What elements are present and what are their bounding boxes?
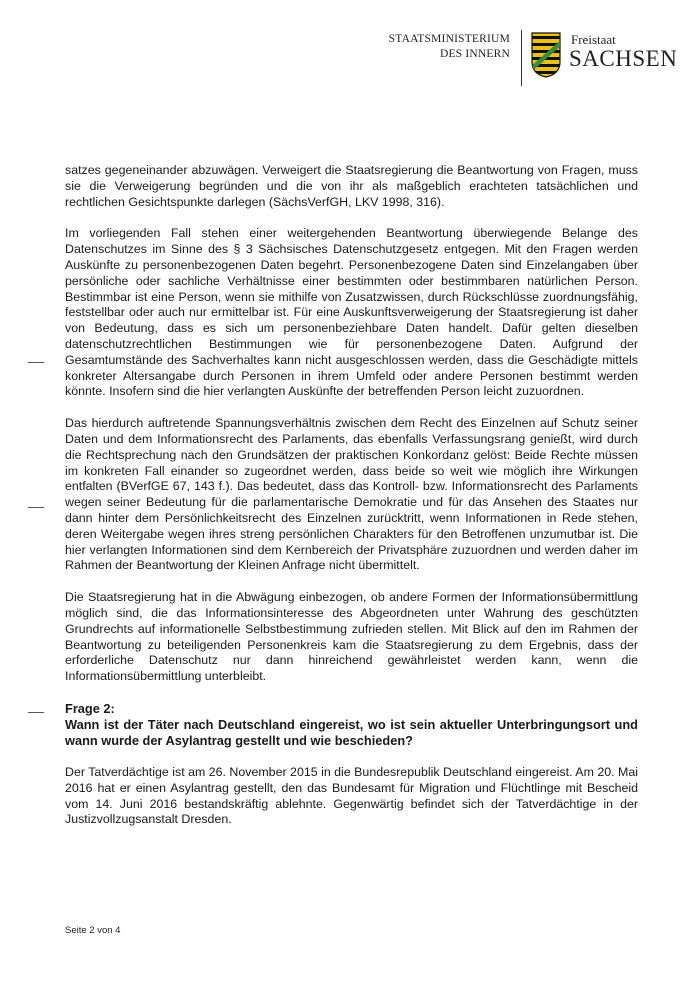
header-divider: [521, 30, 522, 86]
answer-paragraph: Der Tatverdächtige ist am 26. November 2015 in die Bundesrepublik Deutschland eingereist. Am 20. Mai 2016 hat er einen Asylantrag gestellt, den das Bundesamt für Migration und Flüchtlinge mit Bescheid vom 14. Juni 2016 bestandskräftig ablehnte. Gegenwärtig befindet sich der Tatverdächtige in der Justizvollzugsanstalt Dresden.: [65, 764, 638, 827]
ministry-line-1: STAATSMINISTERIUM: [388, 33, 510, 45]
paragraph-3: Das hierdurch auftretende Spannungsverhältnis zwischen dem Recht des Einzelnen auf Schutz seiner Daten und dem Informationsrecht des Parlaments, das ebenfalls Verfassungsrang genießt, wird durch die Rechtsprechung nach den Grundsätzen der praktischen Konkordanz gelöst: Beide Rechte müssen im konkreten Fall einander so zugeordnet werden, dass beide so weit wie möglich ihre Wirkungen entfalten (BVerfGE 67, 143 f.). Das bedeutet, dass das Kontroll- bzw. Informationsrecht des Parlaments wegen seiner Bedeutung für die parlamentarische Demokratie und für das Ansehen des Staates nur dann hinter dem Persönlichkeitsrecht des Einzelnen zurücktritt, wenn Informationen in Rede stehen, deren Weitergabe wegen ihres streng persönlichen Charakters für den Betroffenen unzumutbar ist. Die hier verlangten Informationen sind dem Kernbereich der Privatsphäre zuzuordnen und werden daher im Rahmen der Beantwortung der Kleinen Anfrage nicht übermittelt.: [65, 416, 638, 573]
paragraph-4: Die Staatsregierung hat in die Abwägung einbezogen, ob andere Formen der Informationsübermittlung möglich sind, die das Informationsinteresse des Abgeordneten unter Wahrung des geschützten Grundrechts auf informationelle Selbstbestimmung zufrieden stellen. Mit Blick auf den im Rahmen der Beantwortung zu beteiligenden Personenkreis kam die Staatsregierung zu dem Ergebnis, dass der erforderliche Datenschutz nur dann hinreichend gewährleistet werden kann, wenn die Informationsübermittlung unterbleibt.: [65, 590, 638, 684]
state-label-small: Freistaat: [571, 32, 616, 47]
saxony-crest-icon: [531, 32, 561, 78]
fold-mark-1: [28, 362, 44, 363]
letterhead: [0, 18, 700, 88]
ministry-name: [389, 32, 510, 62]
letter-body: [65, 163, 638, 844]
paragraph-1: satzes gegeneinander abzuwägen. Verweigert die Staatsregierung die Beantwortung von Fragen, muss sie die Verweigerung begründen und die von ihr als maßgeblich erachteten tatsächlichen und rechtlichen Gesichtspunkte darlegen (SächsVerfGH, LKV 1998, 316).: [65, 163, 638, 209]
fold-mark-2: [28, 507, 44, 508]
fold-mark-3: [28, 712, 44, 713]
paragraph-2: Im vorliegenden Fall stehen einer weitergehenden Beantwortung überwiegende Belange des Datenschutzes im Sinne des § 3 Sächsisches Datenschutzgesetz entgegen. Mit den Fragen werden Auskünfte zu personenbezogenen Daten begehrt. Personenbezogene Daten sind Einzelangaben über persönliche oder sachliche Verhältnisse einer bestimmten oder bestimmbaren natürlichen Person. Bestimmbar ist eine Person, wenn sie mithilfe von Zusatzwissen, durch Rückschlüsse zuordnungsfähig, feststellbar oder auch nur ermittelbar ist. Für eine Auskunftsverweigerung der Staatsregierung ist daher von Bedeutung, dass es sich um personenbeziehbare Daten handelt. Dafür gelten dieselben datenschutzrechtlichen Bestimmungen wie für personenbezogene Daten. Aufgrund der Gesamtumstände des Sachverhaltes kann nicht ausgeschlossen werden, dass die Geschädigte mittels konkreter Altersangabe durch Personen in ihrem Umfeld oder andere Personen bestimmt werden könnte. Insofern sind die hier verlangten Auskünfte der betreffenden Person leicht zuzuordnen.: [65, 226, 638, 399]
question-text: Wann ist der Täter nach Deutschland eingereist, wo ist sein aktueller Unterbringungsort und wann wurde der Asylantrag gestellt und wie beschieden?: [65, 716, 638, 748]
question-label: Frage 2:: [65, 700, 115, 716]
page-number: Seite 2 von 4: [65, 925, 121, 936]
state-label-large: SACHSEN: [569, 46, 678, 71]
ministry-line-2: DES INNERN: [439, 48, 510, 60]
question-block: [65, 701, 638, 749]
